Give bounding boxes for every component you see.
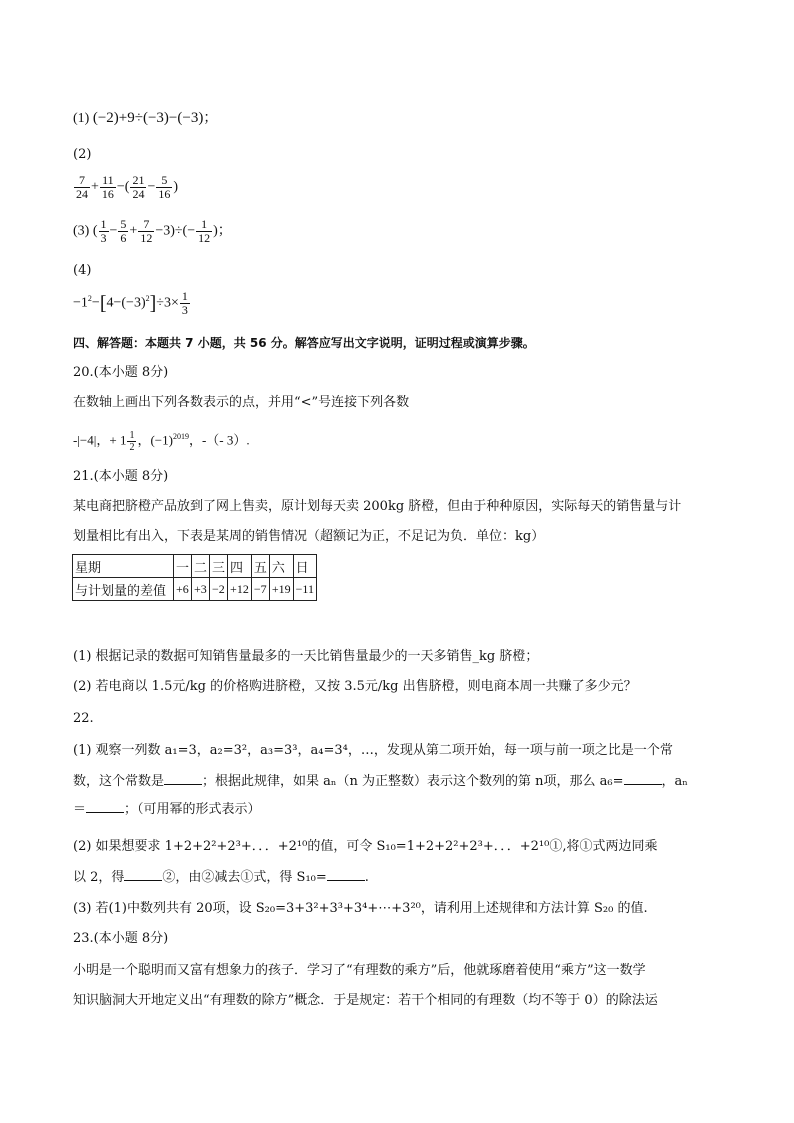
table-cell: −11 [293,578,316,601]
fraction: $\frac{1}{12}$ [198,217,211,245]
question-22-line-1: (1) 观察一列数 a₁=3，a₂=3²，a₃=3³，a₄=3⁴，…，发现从第二项开始，每一项与前一项之比是一个常 [73,743,673,758]
question-21-line-2: 划量相比有出入，下表是某周的销售情况（超额记为正，不足记为负．单位：kg） [73,529,545,544]
table-cell: 日 [293,555,316,578]
fraction: $\frac{11}{16}$ [101,173,114,201]
fraction: $\frac{1}{2}$ [129,429,135,453]
table-cell: 二 [192,555,210,578]
question-20-header: 20.(本小题 8分) [73,365,169,380]
question-20-numbers: -|−4|，+ 1 $\frac{1}{2}$ ，$(-1)^{2019}$，-（- 3）. [73,429,250,453]
section-heading: 四、解答题：本题共 7 小题，共 56 分。解答应写出文字说明，证明过程或演算步骤。 [73,336,535,350]
part-label: (3) [73,223,90,239]
question-22-line-3: ＝ ；（可用幂的形式表示） [73,798,261,819]
fraction: $\frac{5}{16}$ [158,173,171,201]
table-cell: −2 [210,578,228,601]
problem-19-part-4-label: (4) [73,263,92,278]
problem-19-part-2-expression: $\frac{7}{24}$ + $\frac{11}{16}$ −( $\frac{21}{24}$ − $\frac{5}{16}$ ) [76,173,179,201]
fraction: $\frac{7}{24}$ [76,173,88,201]
problem-19-part-3: (3) ( $\frac{1}{3}$ − $\frac{5}{6}$ + $\frac{7}{12}$ −3)÷(− $\frac{1}{12}$ )； [73,217,232,245]
question-22-line-6: (3) 若(1)中数列共有 20项，设 S₂₀=3+3²+3³+3⁴+⋯+3²⁰，请利用上述规律和方法计算 S₂₀ 的值. [73,901,648,916]
question-22-line-4: (2) 如果想要求 1+2+2²+2³+．．．+2¹⁰的值，可令 S₁₀=1+2+2²+2³+．．．+2¹⁰①,将①式两边同乘 [73,839,658,854]
table-row [73,555,317,578]
problem-19-part-4-expression: $-1^2-[4-(-3)^2]\div 3\times$ $\frac{1}{3}$ [73,289,188,317]
table-cell: 一 [174,555,192,578]
question-21-part-1: (1) 根据记录的数据可知销售量最多的一天比销售量最少的一天多销售_kg 脐橙； [73,649,539,664]
table-cell: 四 [228,555,252,578]
part-label: (1) [73,111,90,126]
expression: (−2)+9÷(−3)−(−3) [92,110,204,126]
fraction: $\frac{5}{6}$ [120,217,127,245]
question-22-header: 22. [73,711,94,726]
answer-blank[interactable] [624,770,662,785]
fraction: $\frac{7}{12}$ [140,217,153,245]
table-cell: 星期 [73,555,174,578]
table-cell: +19 [269,578,293,601]
fraction: $\frac{1}{3}$ [100,217,107,245]
punctuation: ； [203,111,218,126]
sales-difference-table [72,554,317,601]
table-cell: 六 [269,555,293,578]
problem-19-part-2-label: (2) [73,147,92,162]
table-cell: +6 [174,578,192,601]
question-21-part-2: (2) 若电商以 1.5元/kg 的价格购进脐橙，又按 3.5元/kg 出售脐橙，则电商本周一共赚了多少元？ [73,679,637,694]
question-23-line-2: 知识脑洞大开地定义出“有理数的除方”概念．于是规定：若干个相同的有理数（均不等于 0）的除法运 [73,993,658,1008]
problem-19-part-1 [73,109,217,128]
question-22-line-2: 数，这个常数是 ；根据此规律，如果 aₙ（n 为正整数）表示这个数列的第 n项，那么 a₆= ，aₙ [73,770,688,791]
answer-blank[interactable] [164,770,202,785]
question-23-header: 23.(本小题 8分) [73,931,169,946]
answer-blank[interactable] [86,798,124,813]
fraction: $\frac{1}{3}$ [181,289,188,317]
question-21-header: 21.(本小题 8分) [73,469,169,484]
answer-blank[interactable] [327,866,365,881]
question-23-line-1: 小明是一个聪明而又富有想象力的孩子．学习了“有理数的乘方”后，他就琢磨着使用“乘方”这一数学 [73,963,646,978]
table-row [73,578,317,601]
table-cell: 三 [210,555,228,578]
fraction: $\frac{21}{24}$ [132,173,145,201]
question-20-text: 在数轴上画出下列各数表示的点，并用“<”号连接下列各数 [73,395,410,410]
table-cell: +3 [192,578,210,601]
table-cell: −7 [251,578,269,601]
question-22-line-5: 以 2，得 ②，由②减去①式，得 S₁₀= . [73,866,369,887]
answer-blank[interactable] [124,866,162,881]
table-cell: 五 [251,555,269,578]
question-21-line-1: 某电商把脐橙产品放到了网上售卖，原计划每天卖 200kg 脐橙，但由于种种原因，实际每天的销售量与计 [73,499,682,514]
table-cell: +12 [228,578,252,601]
table-cell: 与计划量的差值 [73,578,174,601]
